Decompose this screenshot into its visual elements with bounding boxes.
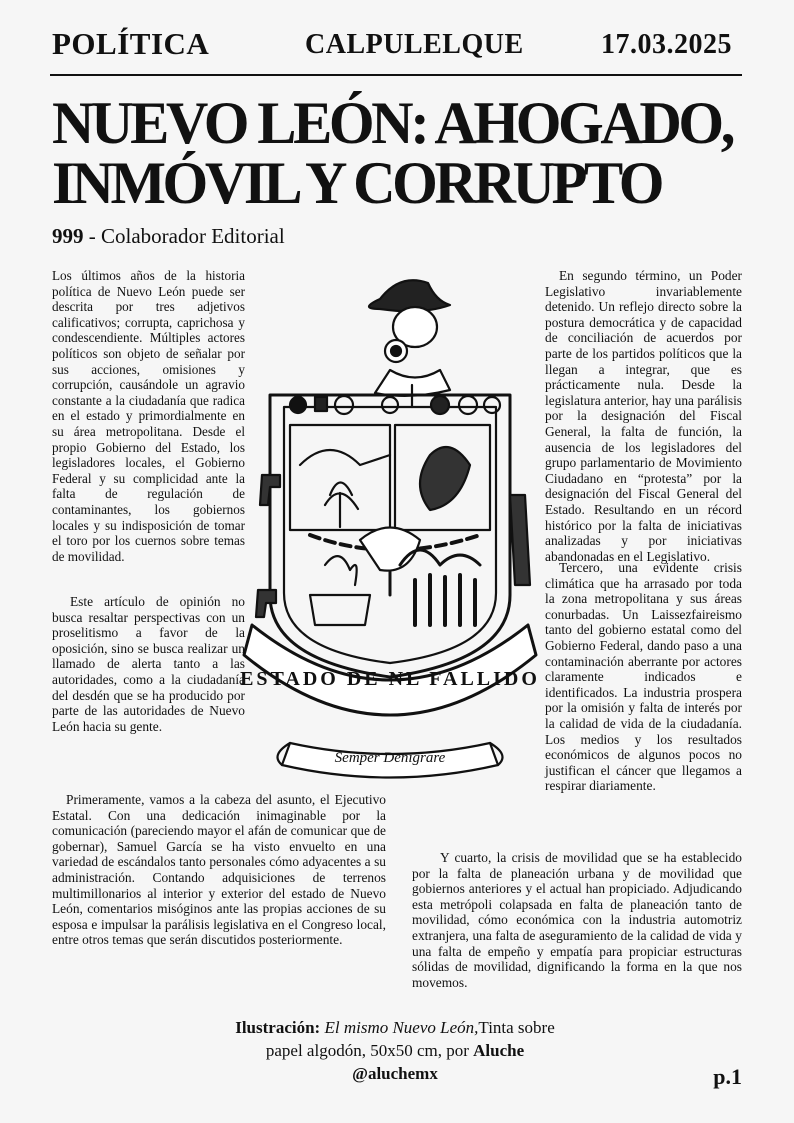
paragraph-intro: Los últimos años de la historia política de Nuevo León puede ser descrita por tres adjetivos calificativos; corrupta, caprichosa y condescendiente. Múltiples actores políticos son objeto de señalar por sus acciones, omisiones y corrupción, causándole un agravio constante a la ciudadanía que radica en el estado y primordialmente en su área metropolitana. Desde el propio Gobierno del Estado, los legisladores locales, el Gobierno Federal y su complicidad ante la falta de regulación de contaminantes, los gobiernos locales y su indisposición de tomar el toro por los cuernos sobre temas de movilidad.	[52, 268, 245, 564]
credit-author: Aluche	[473, 1041, 525, 1060]
section-label: POLÍTICA	[52, 26, 210, 61]
paragraph-mobility: Y cuarto, la crisis de movilidad que se ha establecido por la falta de planeación urbana y de movilidad que gobiernos anteriores y el actual han propiciado. Adjudicando esta metrópoli colapsada en falta de planeación tanto de movilidad, cómo económica con la industria automotriz extranjera, una falta de aseguramiento de la calidad de vida y una falta de empeño y empatía para propiciar estructuras sólidas de movilidad, dignificando la forma en la que nos movemos.	[412, 850, 742, 990]
illustration-credit	[170, 1016, 620, 1085]
date-label: 17.03.2025	[601, 29, 732, 60]
motto-text: Semper Denigrare	[334, 750, 446, 766]
credit-label: Ilustración:	[235, 1018, 321, 1037]
credit-work-title: El mismo Nuevo León,	[324, 1018, 479, 1037]
coat-of-arms-illustration	[240, 265, 540, 795]
headline: NUEVO LEÓN: AHOGADO, INMÓVIL Y CORRUPTO	[52, 90, 732, 216]
author-number: 999	[52, 224, 84, 248]
paragraph-executive: Primeramente, vamos a la cabeza del asunto, el Ejecutivo Estatal. Con una dedicación inimaginable por la comunicación (pareciendo mayor el afán de comunicar que de gobernar), Samuel García se ha visto envuelto en una variedad de escándalos tanto personales cómo adyacentes a su administración. Contando adquisiciones de terrenos multimillonarios al interior y exterior del estado de Nuevo León, comentarios misóginos ante las propias acciones de su esposa e impulsar la parálisis legislativa en el Congreso local, entre otros temas que serán discutidos posteriormente.	[52, 792, 386, 948]
credit-detail-1: Tinta sobre	[478, 1018, 555, 1037]
paragraph-purpose: Este artículo de opinión no busca resaltar perspectivas con un proselitismo a favor de la oposición, sino se busca realizar un llamado de alerta tanto a las autoridades, como a la ciudadanía del desdén que se ha producido por parte de las autoridades de Nuevo León hacia su gente.	[52, 594, 245, 734]
credit-handle: @aluchemx	[352, 1064, 438, 1083]
credit-detail-2: papel algodón, 50x50 cm, por	[265, 1041, 474, 1060]
paragraph-legislative: En segundo término, un Poder Legislativo invariablemente detenido. Un reflejo directo sobre la postura democrática y de capacidad de conciliación de acuerdos por parte de los partidos políticos que la llegan a integrar, que es prácticamente nula. Desde la legislatura anterior, hay una parálisis por la designación del Fiscal General, la falta de función, la ausencia de los legisladores del grupo parlamentario de Movimiento Ciudadano en “protesta” por la designación del Fiscal General del Estado. Resultando en un récord histórico por la falta de iniciativas analizadas y por iniciativas abandonadas en el Legislativo.	[545, 268, 742, 564]
banner-text: ESTADO DE NL FALLIDO	[240, 668, 540, 690]
page-number: p.1	[713, 1064, 742, 1089]
masthead	[52, 26, 742, 66]
location-label: CALPULELQUE	[305, 29, 524, 60]
byline	[52, 224, 285, 249]
header-rule	[50, 74, 742, 76]
paragraph-climate: Tercero, una evidente crisis climática que ha arrasado por toda la zona metropolitana y sus áreas conurbadas. Un Laissezfaireismo tanto del gobierno estatal como del Gobierno Federal, dando paso a una contaminación aberrante por actores claramente indicados e identificados. La industria prospera por la omisión y falta de interés por la calidad de vida de la ciudadanía. Los medios y los resultados económicos de algunos pocos no justifican el cáncer que llegamos a respirar diariamente.	[545, 560, 742, 794]
author-role: - Colaborador Editorial	[83, 224, 285, 248]
